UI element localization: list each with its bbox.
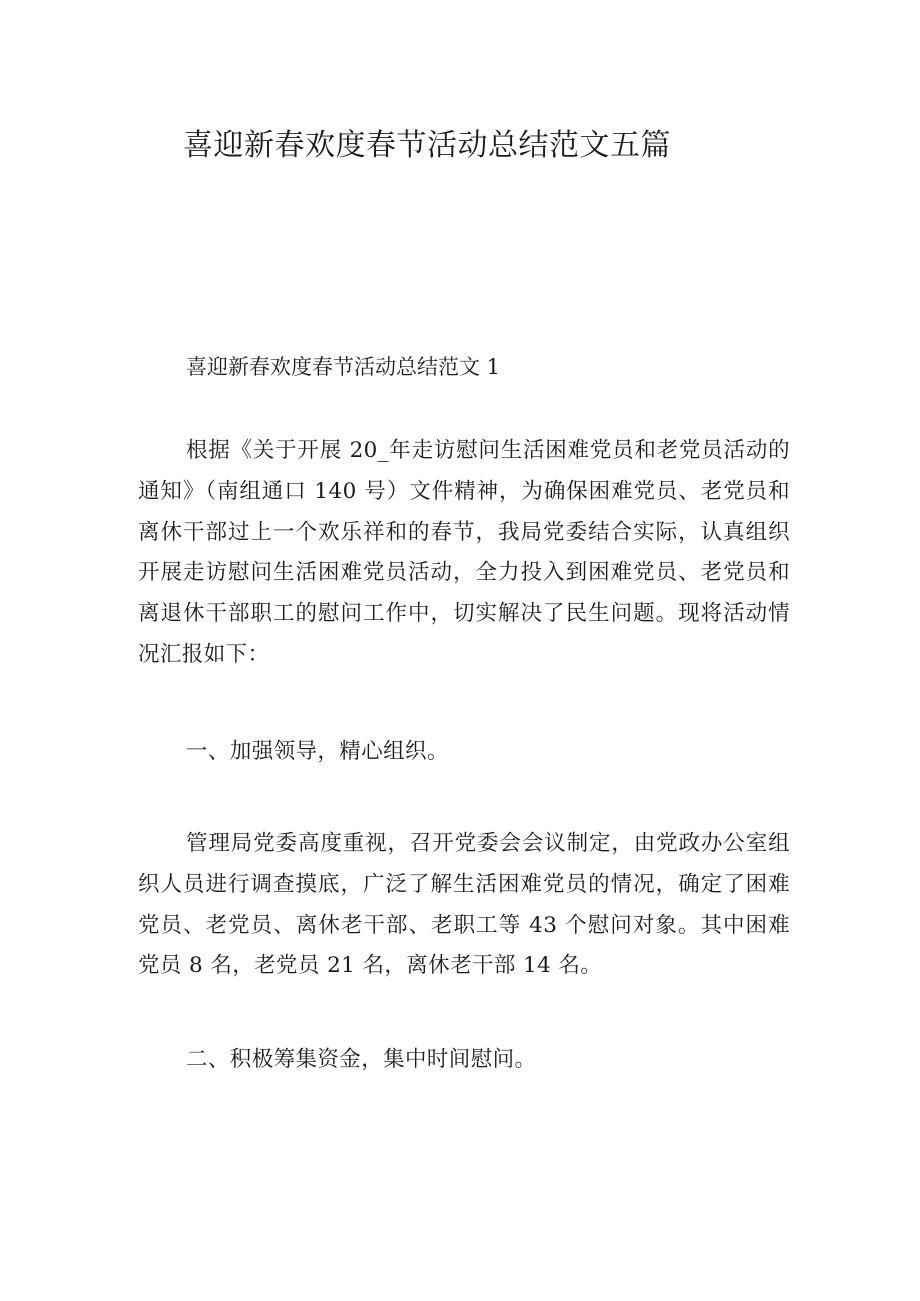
paragraph-intro: 根据《关于开展 20_年走访慰问生活困难党员和老党员活动的通知》（南组通口 140 号）文件精神，为确保困难党员、老党员和离休干部过上一个欢乐祥和的春节，我局党委结合实际，认真组织开展走访慰问生活困难党员活动，全力投入到困难党员、老党员和离退休干部职工的慰问工作中，切实解决了民生问题。现将活动情况汇报如下： (138, 438, 790, 667)
section-heading-2: 二、积极筹集资金，集中时间慰问。 (186, 1047, 537, 1072)
section-title: 喜迎新春欢度春节活动总结范文 1 (186, 355, 501, 379)
paragraph-organization: 管理局党委高度重视，召开党委会会议制定，由党政办公室组织人员进行调查摸底，广泛了解生活困难党员的情况，确定了困难党员、老党员、离休老干部、老职工等 43 个慰问对象。其中困难党员 8 名，老党员 21 名，离休老干部 14 名。 (138, 831, 790, 979)
section-heading-1: 一、加强领导，精心组织。 (186, 739, 449, 764)
document-title: 喜迎新春欢度春节活动总结范文五篇 (183, 128, 671, 163)
